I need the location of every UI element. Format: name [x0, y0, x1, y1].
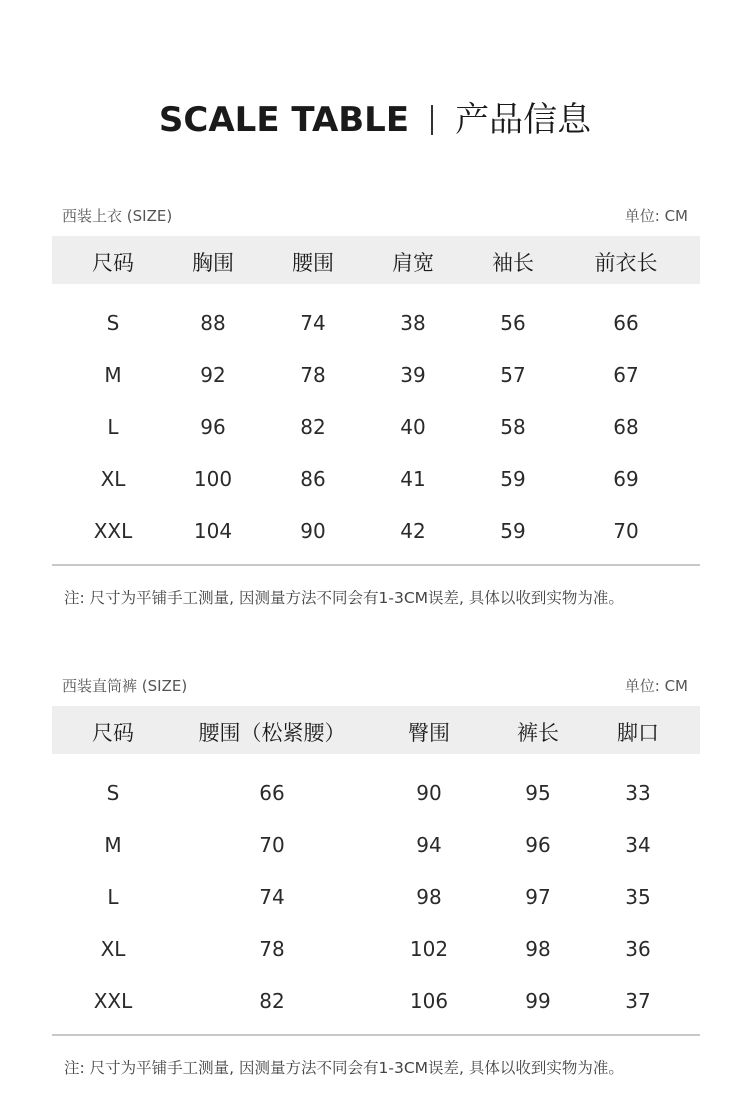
table-cell: 70 — [613, 519, 639, 543]
suit-table-name: 西装上衣 (SIZE) — [62, 207, 173, 225]
column-header: 前衣长 — [594, 251, 658, 275]
title-en: SCALE TABLE — [158, 100, 410, 140]
table-cell: 74 — [300, 311, 326, 335]
table-bottom-rule — [52, 1034, 700, 1036]
table-bottom-rule — [52, 564, 700, 566]
table-cell: 95 — [525, 781, 551, 805]
table-cell: 97 — [525, 885, 551, 909]
table-row — [52, 454, 700, 506]
pants-table-header — [52, 675, 700, 695]
table-cell: 99 — [525, 989, 551, 1013]
table-cell: 92 — [200, 363, 226, 387]
table-cell: 68 — [613, 415, 639, 439]
table-cell: S — [106, 781, 120, 805]
suit-size-table — [52, 205, 700, 570]
table-cell: 57 — [500, 363, 526, 387]
table-cell: XL — [100, 937, 126, 961]
table-cell: 35 — [625, 885, 651, 909]
table-cell: 59 — [500, 519, 526, 543]
table-cell: 98 — [525, 937, 551, 961]
table-cell: 42 — [400, 519, 426, 543]
table-row — [52, 298, 700, 350]
table-cell: 78 — [300, 363, 326, 387]
pants-column-headers — [52, 706, 700, 754]
table-cell: 36 — [625, 937, 651, 961]
table-cell: 38 — [400, 311, 426, 335]
table-cell: L — [107, 885, 119, 909]
table-cell: 86 — [300, 467, 326, 491]
table-cell: 102 — [409, 937, 449, 961]
column-header: 尺码 — [92, 251, 134, 275]
column-header: 袖长 — [492, 251, 534, 275]
table-cell: 66 — [613, 311, 639, 335]
table-cell: 41 — [400, 467, 426, 491]
table-cell: 58 — [500, 415, 526, 439]
column-header: 脚口 — [617, 721, 659, 745]
table-cell: 96 — [200, 415, 226, 439]
table-cell: 34 — [625, 833, 651, 857]
table-row — [52, 768, 700, 820]
table-cell: 98 — [416, 885, 442, 909]
table-cell: 37 — [625, 989, 651, 1013]
suit-column-headers — [52, 236, 700, 284]
table-cell: XL — [100, 467, 126, 491]
table-cell: 59 — [500, 467, 526, 491]
pants-table-unit: 单位: CM — [624, 677, 688, 695]
title-cn: 产品信息 — [455, 100, 592, 140]
table-cell: 88 — [200, 311, 226, 335]
pants-size-table — [52, 675, 700, 1040]
table-row — [52, 350, 700, 402]
suit-table-header — [52, 205, 700, 225]
column-header: 肩宽 — [392, 251, 434, 275]
pants-table-note: 注: 尺寸为平铺手工测量, 因测量方法不同会有1-3CM误差, 具体以收到实物为准。 — [64, 1059, 624, 1077]
table-row — [52, 976, 700, 1028]
table-cell: 106 — [409, 989, 449, 1013]
table-cell: 82 — [300, 415, 326, 439]
table-cell: 94 — [416, 833, 442, 857]
page-title — [0, 92, 750, 141]
table-cell: L — [107, 415, 119, 439]
column-header: 裤长 — [517, 721, 559, 745]
table-cell: 70 — [259, 833, 285, 857]
table-cell: 96 — [525, 833, 551, 857]
table-row — [52, 820, 700, 872]
table-cell: 66 — [259, 781, 285, 805]
table-cell: 56 — [500, 311, 526, 335]
table-cell: 33 — [625, 781, 651, 805]
pants-table-name: 西装直筒裤 (SIZE) — [62, 677, 188, 695]
column-header: 臀围 — [408, 721, 450, 745]
column-header: 尺码 — [92, 721, 134, 745]
table-cell: XXL — [93, 989, 133, 1013]
suit-table-unit: 单位: CM — [624, 207, 688, 225]
table-cell: 40 — [400, 415, 426, 439]
title-divider — [431, 105, 433, 135]
table-cell: 90 — [300, 519, 326, 543]
column-header: 胸围 — [192, 251, 234, 275]
table-cell: 82 — [259, 989, 285, 1013]
table-cell: S — [106, 311, 120, 335]
table-cell: 69 — [613, 467, 639, 491]
table-cell: 39 — [400, 363, 426, 387]
table-row — [52, 506, 700, 558]
table-cell: 90 — [416, 781, 442, 805]
table-cell: M — [104, 363, 122, 387]
table-row — [52, 872, 700, 924]
table-cell: 100 — [193, 467, 233, 491]
table-row — [52, 924, 700, 976]
column-header: 腰围（松紧腰） — [198, 721, 346, 745]
table-cell: XXL — [93, 519, 133, 543]
table-cell: 67 — [613, 363, 639, 387]
column-header: 腰围 — [292, 251, 334, 275]
table-cell: 74 — [259, 885, 285, 909]
table-cell: 78 — [259, 937, 285, 961]
table-cell: M — [104, 833, 122, 857]
table-row — [52, 402, 700, 454]
suit-table-note: 注: 尺寸为平铺手工测量, 因测量方法不同会有1-3CM误差, 具体以收到实物为准。 — [64, 589, 624, 607]
table-cell: 104 — [193, 519, 233, 543]
